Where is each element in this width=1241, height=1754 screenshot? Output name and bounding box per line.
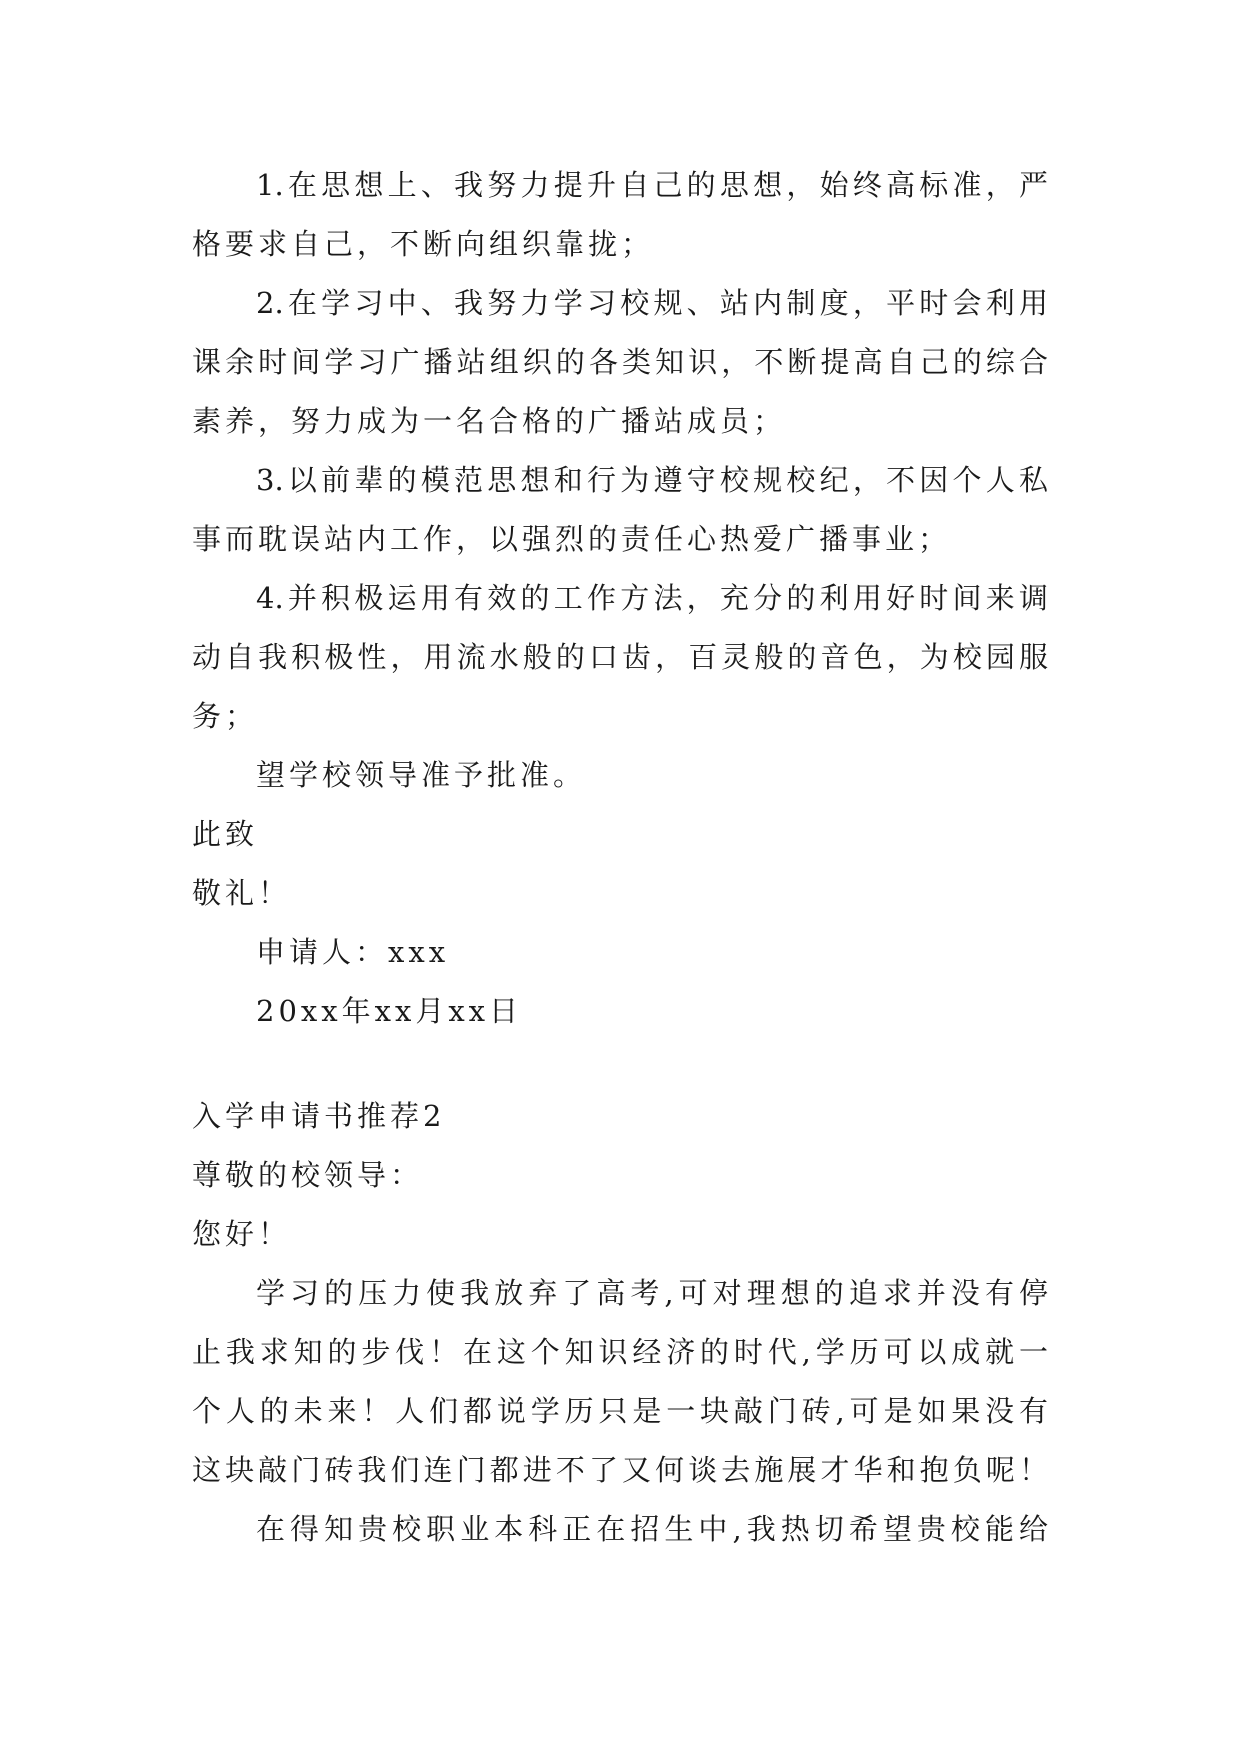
- paragraph-1-line-3: 个人的未来！人们都说学历只是一块敲门砖,可是如果没有: [192, 1394, 1048, 1428]
- item-1-line-1: 1.在思想上、我努力提升自己的思想，始终高标准，严: [256, 168, 1048, 202]
- paragraph-2-line-1: 在得知贵校职业本科正在招生中,我热切希望贵校能给: [256, 1512, 1048, 1546]
- item-2-line-1: 2.在学习中、我努力学习校规、站内制度，平时会利用: [256, 286, 1048, 320]
- item-4-line-3: 务；: [192, 699, 259, 733]
- item-1-line-2: 格要求自己，不断向组织靠拢；: [192, 227, 655, 261]
- paragraph-1-line-4: 这块敲门砖我们连门都进不了又何谈去施展才华和抱负呢！: [192, 1453, 1048, 1487]
- item-4-line-1: 4.并积极运用有效的工作方法，充分的利用好时间来调: [256, 581, 1048, 615]
- addressee: 尊敬的校领导：: [192, 1158, 424, 1192]
- closing-request: 望学校领导准予批准。: [256, 758, 587, 792]
- salutation-ci-zhi: 此致: [192, 817, 259, 851]
- application-date: 20xx年xx月xx日: [256, 994, 523, 1028]
- applicant-signature: 申请人：xxx: [256, 935, 450, 969]
- section-2-title: 入学申请书推荐2: [192, 1099, 446, 1133]
- paragraph-1-line-1: 学习的压力使我放弃了高考,可对理想的追求并没有停: [256, 1276, 1048, 1310]
- item-3-line-1: 3.以前辈的模范思想和行为遵守校规校纪，不因个人私: [256, 463, 1048, 497]
- salutation-jing-li: 敬礼！: [192, 876, 292, 910]
- paragraph-1-line-2: 止我求知的步伐！在这个知识经济的时代,学历可以成就一: [192, 1335, 1048, 1369]
- item-2-line-2: 课余时间学习广播站组织的各类知识，不断提高自己的综合: [192, 345, 1048, 379]
- item-3-line-2: 事而耽误站内工作，以强烈的责任心热爱广播事业；: [192, 522, 952, 556]
- item-4-line-2: 动自我积极性，用流水般的口齿，百灵般的音色，为校园服: [192, 640, 1048, 674]
- greeting: 您好！: [192, 1217, 292, 1251]
- item-2-line-3: 素养，努力成为一名合格的广播站成员；: [192, 404, 787, 438]
